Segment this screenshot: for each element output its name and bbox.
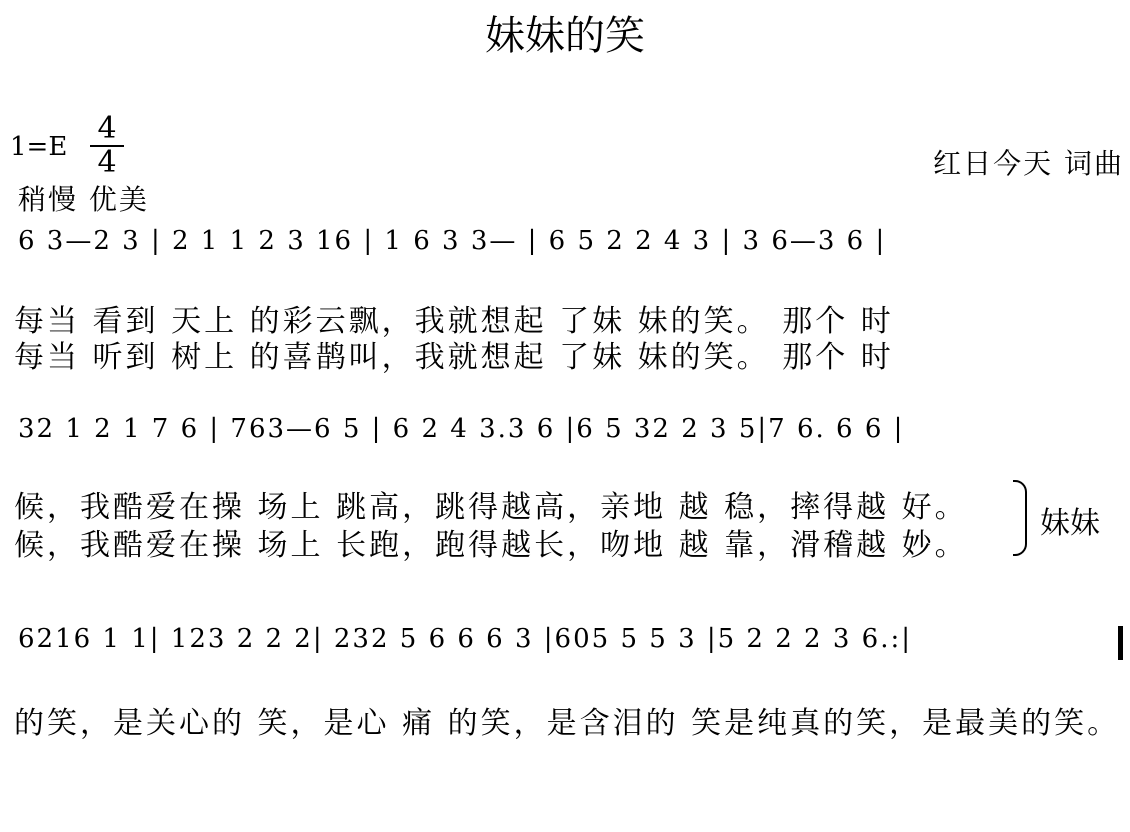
verse-brace (1013, 480, 1027, 556)
time-signature-top: 4 (97, 111, 117, 146)
lyric-line-1-verse-1: 每当 看到 天上 的彩云飘，我就想起 了妹 妹的笑。 那个 时 (14, 304, 894, 339)
song-title: 妹妹的笑 (485, 13, 645, 59)
melody-line-2: 32 1 2 1 7 6 | 763—6 5 | 6 2 4 3.3 6 |6 5 32 2 3 5|7 6. 6 6 | (18, 414, 905, 444)
final-barline (1118, 626, 1123, 660)
melody-line-3: 6216 1 1| 123 2 2 2| 232 5 6 6 6 3 |605 5 5 3 |5 2 2 2 3 6.:| (18, 624, 912, 654)
tempo-marking: 稍慢 优美 (18, 183, 149, 216)
key-signature: 1=E (10, 132, 68, 162)
composer-credit: 红日今天 词曲 (933, 147, 1124, 180)
repeat-lyric: 妹妹 (1040, 506, 1100, 541)
lyric-line-2-verse-2: 候，我酷爱在操 场上 长跑，跑得越长，吻地 越 靠，滑稽越 妙。 (14, 528, 968, 563)
time-signature (90, 111, 124, 180)
lyric-line-3: 的笑，是关心的 笑，是心 痛 的笑，是含泪的 笑是纯真的笑，是最美的笑。 (14, 706, 1121, 741)
lyric-line-2-verse-1: 候，我酷爱在操 场上 跳高，跳得越高，亲地 越 稳，摔得越 好。 (14, 490, 968, 525)
lyric-line-1-verse-2: 每当 听到 树上 的喜鹊叫，我就想起 了妹 妹的笑。 那个 时 (14, 340, 894, 375)
melody-line-1: 6 3—2 3 | 2 1 1 2 3 16 | 1 6 3 3— | 6 5 2 2 4 3 | 3 6—3 6 | (18, 226, 887, 256)
time-signature-bottom: 4 (97, 145, 117, 180)
